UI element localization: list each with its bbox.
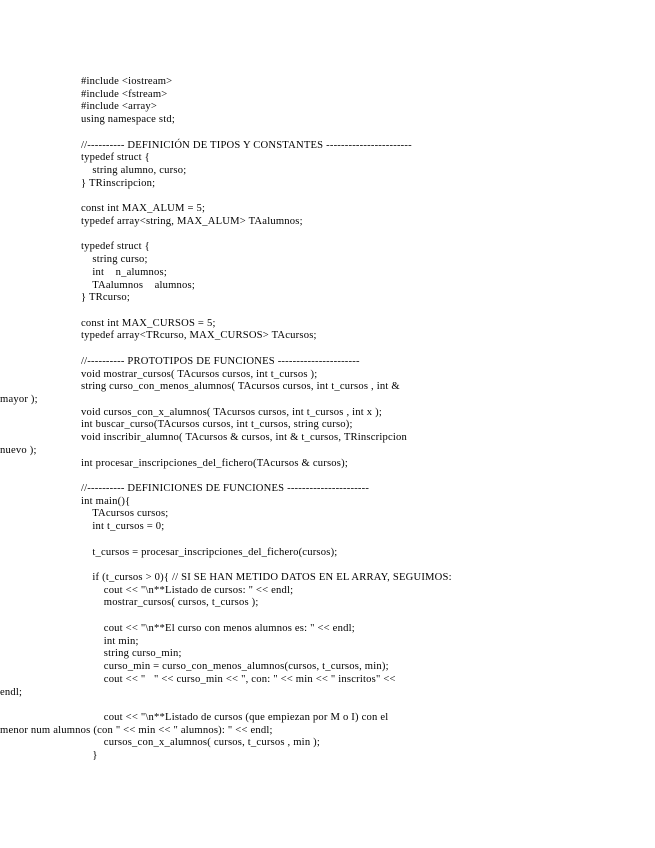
code-line (81, 343, 641, 356)
code-line: endl; (0, 686, 23, 698)
code-line: string curso_con_menos_alumnos( TAcursos cursos, int t_cursos , int & (81, 381, 400, 393)
code-line: } TRinscripcion; (81, 177, 156, 189)
code-line: //---------- DEFINICIONES DE FUNCIONES ---------------------- (81, 483, 370, 494)
code-line: mostrar_cursos( cursos, t_cursos ); (81, 597, 259, 609)
code-line: int procesar_inscripciones_del_fichero(TAcursos & cursos); (81, 457, 348, 469)
code-line: typedef array<string, MAX_ALUM> TAalumnos; (81, 215, 303, 227)
code-line: string curso_min; (81, 648, 182, 660)
code-line (81, 559, 641, 572)
code-line: int buscar_curso(TAcursos cursos, int t_cursos, string curso); (81, 419, 353, 431)
code-line: cout << "\n**El curso con menos alumnos es: " << endl; (81, 622, 355, 634)
code-line: cout << "\n**Listado de cursos (que empiezan por M o I) con el (81, 711, 389, 723)
code-line: #include <array> (81, 101, 158, 113)
code-line (81, 190, 641, 203)
code-line: cout << "\n**Listado de cursos: " << endl; (81, 584, 294, 596)
code-line: nuevo ); (0, 444, 37, 456)
code-line: void inscribir_alumno( TAcursos & cursos, int & t_cursos, TRinscripcion (81, 432, 408, 444)
code-line: string curso; (81, 254, 148, 266)
code-line (81, 699, 641, 712)
code-line: void mostrar_cursos( TAcursos cursos, int t_cursos ); (81, 368, 318, 380)
code-line: typedef struct { (81, 152, 150, 164)
code-line: int min; (81, 635, 139, 647)
code-line: int t_cursos = 0; (81, 521, 165, 533)
code-line: string alumno, curso; (81, 165, 187, 177)
code-line: curso_min = curso_con_menos_alumnos(cursos, t_cursos, min); (81, 661, 389, 673)
code-line: #include <fstream> (81, 88, 168, 100)
code-line (81, 610, 641, 623)
code-line: TAcursos cursos; (81, 508, 169, 520)
code-line: //---------- DEFINICIÓN DE TIPOS Y CONSTANTES ----------------------- (81, 139, 412, 151)
code-line: cout << " " << curso_min << ", con: " << min << " inscritos" << (81, 673, 396, 685)
code-line (81, 470, 641, 483)
code-line: int n_alumnos; (81, 266, 168, 278)
code-line (81, 534, 641, 547)
code-listing (0, 76, 641, 763)
code-line: using namespace std; (81, 114, 176, 126)
code-line: mayor ); (0, 393, 38, 405)
code-line: const int MAX_ALUM = 5; (81, 203, 206, 215)
code-line (81, 229, 641, 242)
code-line: void cursos_con_x_alumnos( TAcursos cursos, int t_cursos , int x ); (81, 406, 383, 418)
code-line: TAalumnos alumnos; (81, 279, 196, 291)
code-line: const int MAX_CURSOS = 5; (81, 317, 216, 329)
code-line (81, 305, 641, 318)
code-line: if (t_cursos > 0){ // SI SE HAN METIDO DATOS EN EL ARRAY, SEGUIMOS: (81, 572, 452, 584)
code-line (81, 127, 641, 140)
code-line: typedef array<TRcurso, MAX_CURSOS> TAcursos; (81, 330, 317, 342)
code-line: #include <iostream> (81, 76, 173, 87)
code-line: menor num alumnos (con " << min << " alumnos): " << endl; (0, 724, 273, 736)
code-line: } (81, 750, 98, 762)
code-line: cursos_con_x_alumnos( cursos, t_cursos , min ); (81, 737, 321, 749)
code-line: } TRcurso; (81, 292, 130, 304)
code-line: int main(){ (81, 495, 131, 507)
code-line: typedef struct { (81, 241, 150, 253)
code-line: //---------- PROTOTIPOS DE FUNCIONES ---------------------- (81, 355, 360, 367)
code-line: t_cursos = procesar_inscripciones_del_fichero(cursos); (81, 546, 338, 558)
